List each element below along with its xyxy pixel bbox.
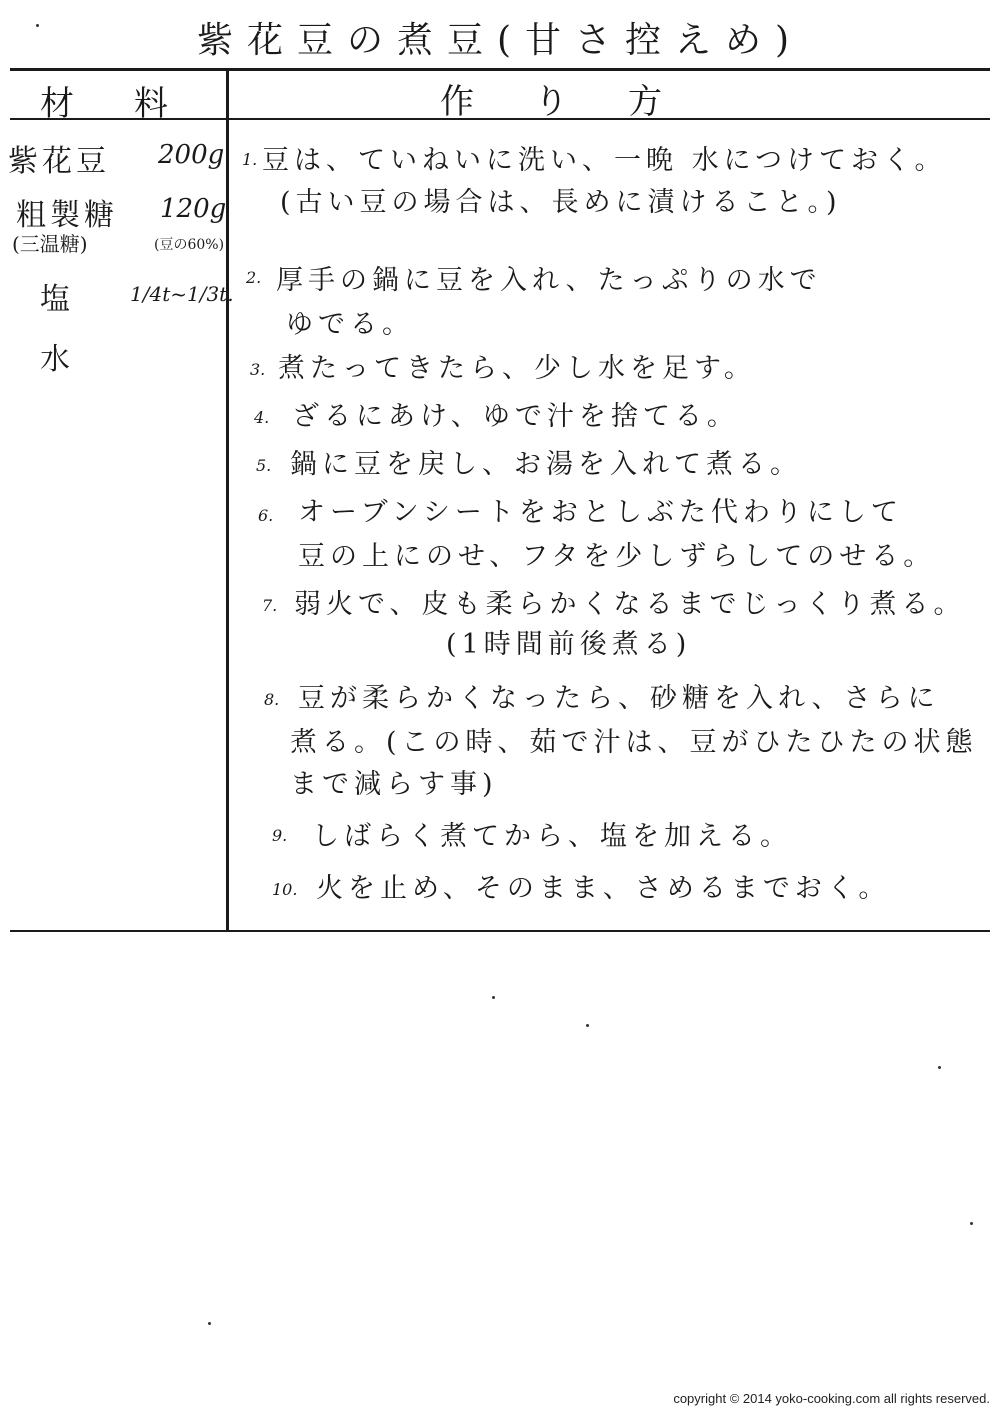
step-text: 厚手の鍋に豆を入れ、たっぷりの水で <box>276 265 822 296</box>
step-text: 煮る。(この時、茹で汁は、豆がひたひたの状態 <box>290 727 978 758</box>
ingredient-name: 紫花豆 <box>8 144 110 179</box>
step-number: 2. <box>246 268 262 287</box>
ingredient-name: 粗製糖 <box>16 198 118 233</box>
ingredient-note: (三温糖) <box>12 232 88 256</box>
step-number: 5. <box>256 456 272 475</box>
table-top-rule <box>10 68 990 71</box>
step-text: (1時間前後煮る) <box>446 629 692 660</box>
copyright-notice: copyright © 2014 yoko-cooking.com all rights reserved. <box>673 1391 990 1406</box>
scan-speck <box>938 1066 941 1069</box>
ingredient-name: 水 <box>40 342 74 377</box>
step-number: 6. <box>258 506 274 525</box>
step-text: 鍋に豆を戻し、お湯を入れて煮る。 <box>290 449 802 480</box>
scan-speck <box>36 24 39 27</box>
scan-speck <box>970 1222 973 1225</box>
ingredient-name: 塩 <box>40 282 74 317</box>
step-text: 豆が柔らかくなったら、砂糖を入れ、さらに <box>298 683 940 714</box>
step-text: (古い豆の場合は、長めに漬けること。) <box>280 187 842 218</box>
step-number: 4. <box>254 408 270 427</box>
step-text: しばらく煮てから、塩を加える。 <box>312 821 792 852</box>
column-divider <box>226 68 229 932</box>
step-number: 10. <box>272 880 298 899</box>
method-header: 作り方 <box>440 82 722 122</box>
table-bottom-rule <box>10 930 990 932</box>
ingredient-amount: 1/4t~1/3t. <box>130 282 234 306</box>
step-text: オーブンシートをおとしぶた代わりにして <box>298 497 903 528</box>
ingredient-amount-note: (豆の60%) <box>154 237 225 253</box>
step-number: 7. <box>262 596 278 615</box>
step-number: 8. <box>264 690 280 709</box>
scan-speck <box>492 996 495 999</box>
step-text: 弱火で、皮も柔らかくなるまでじっくり煮る。 <box>294 589 966 620</box>
ingredient-amount: 120g <box>160 194 227 224</box>
step-number: 3. <box>250 360 266 379</box>
ingredient-amount: 200g <box>158 140 225 170</box>
ingredients-header: 材料 <box>40 84 228 124</box>
step-number: 1. <box>242 150 258 169</box>
step-number: 9. <box>272 826 288 845</box>
scan-speck <box>208 1322 211 1325</box>
step-text: 火を止め、そのまま、さめるまでおく。 <box>316 873 891 904</box>
step-text: 煮たってきたら、少し水を足す。 <box>278 353 756 384</box>
step-text: まで減らす事) <box>290 769 498 800</box>
recipe-title: 紫花豆の煮豆(甘さ控えめ) <box>196 20 804 61</box>
step-text: 豆は、ていねいに洗い、一晩 水につけておく。 <box>262 145 947 176</box>
scan-speck <box>586 1024 589 1027</box>
step-text: ざるにあけ、ゆで汁を捨てる。 <box>292 401 739 432</box>
step-text: ゆでる。 <box>286 309 414 340</box>
step-text: 豆の上にのせ、フタを少しずらしてのせる。 <box>298 541 936 572</box>
